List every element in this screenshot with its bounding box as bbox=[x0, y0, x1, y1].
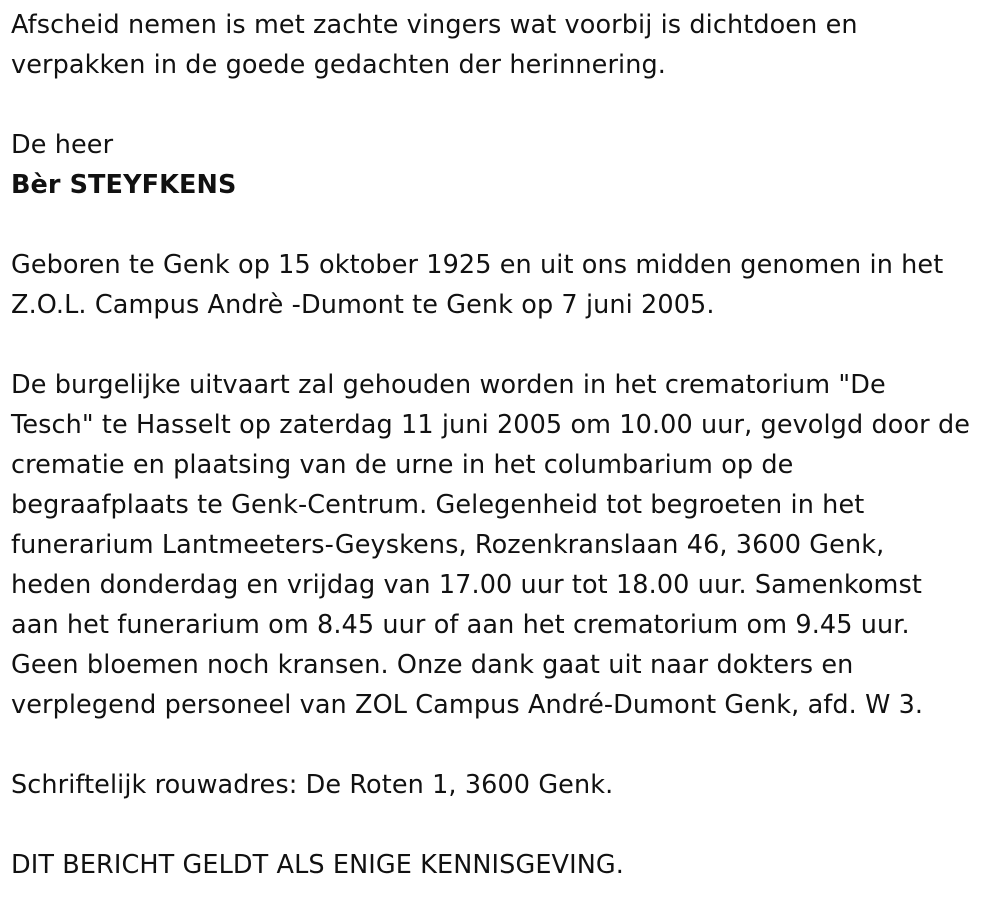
motto-line: verpakken in de goede gedachten der herinnering. bbox=[11, 50, 666, 80]
deceased-title: De heer bbox=[11, 130, 114, 160]
closing-statement: DIT BERICHT GELDT ALS ENIGE KENNISGEVING. bbox=[11, 850, 624, 880]
death-notice bbox=[11, 5, 996, 885]
paragraph-line: heden donderdag en vrijdag van 17.00 uur tot 18.00 uur. Samenkomst bbox=[11, 570, 922, 600]
paragraph-line: funerarium Lantmeeters-Geyskens, Rozenkranslaan 46, 3600 Genk, bbox=[11, 530, 885, 560]
birth-death-paragraph bbox=[11, 245, 996, 325]
deceased-name: Bèr STEYFKENS bbox=[11, 170, 237, 200]
funeral-paragraph bbox=[11, 365, 996, 725]
mourning-address: Schriftelijk rouwadres: De Roten 1, 3600 Genk. bbox=[11, 770, 614, 800]
motto bbox=[11, 5, 996, 85]
paragraph-line: verplegend personeel van ZOL Campus André-Dumont Genk, afd. W 3. bbox=[11, 690, 924, 720]
motto-line: Afscheid nemen is met zachte vingers wat voorbij is dichtdoen en bbox=[11, 10, 858, 40]
paragraph-line: begraafplaats te Genk-Centrum. Gelegenheid tot begroeten in het bbox=[11, 490, 865, 520]
paragraph-line: Tesch" te Hasselt op zaterdag 11 juni 2005 om 10.00 uur, gevolgd door de bbox=[11, 410, 971, 440]
paragraph-line: aan het funerarium om 8.45 uur of aan het crematorium om 9.45 uur. bbox=[11, 610, 910, 640]
paragraph-line: Geboren te Genk op 15 oktober 1925 en uit ons midden genomen in het bbox=[11, 250, 944, 280]
paragraph-line: crematie en plaatsing van de urne in het columbarium op de bbox=[11, 450, 794, 480]
paragraph-line: De burgelijke uitvaart zal gehouden worden in het crematorium "De bbox=[11, 370, 886, 400]
paragraph-line: Z.O.L. Campus Andrè -Dumont te Genk op 7 juni 2005. bbox=[11, 290, 715, 320]
paragraph-line: Geen bloemen noch kransen. Onze dank gaat uit naar dokters en bbox=[11, 650, 854, 680]
